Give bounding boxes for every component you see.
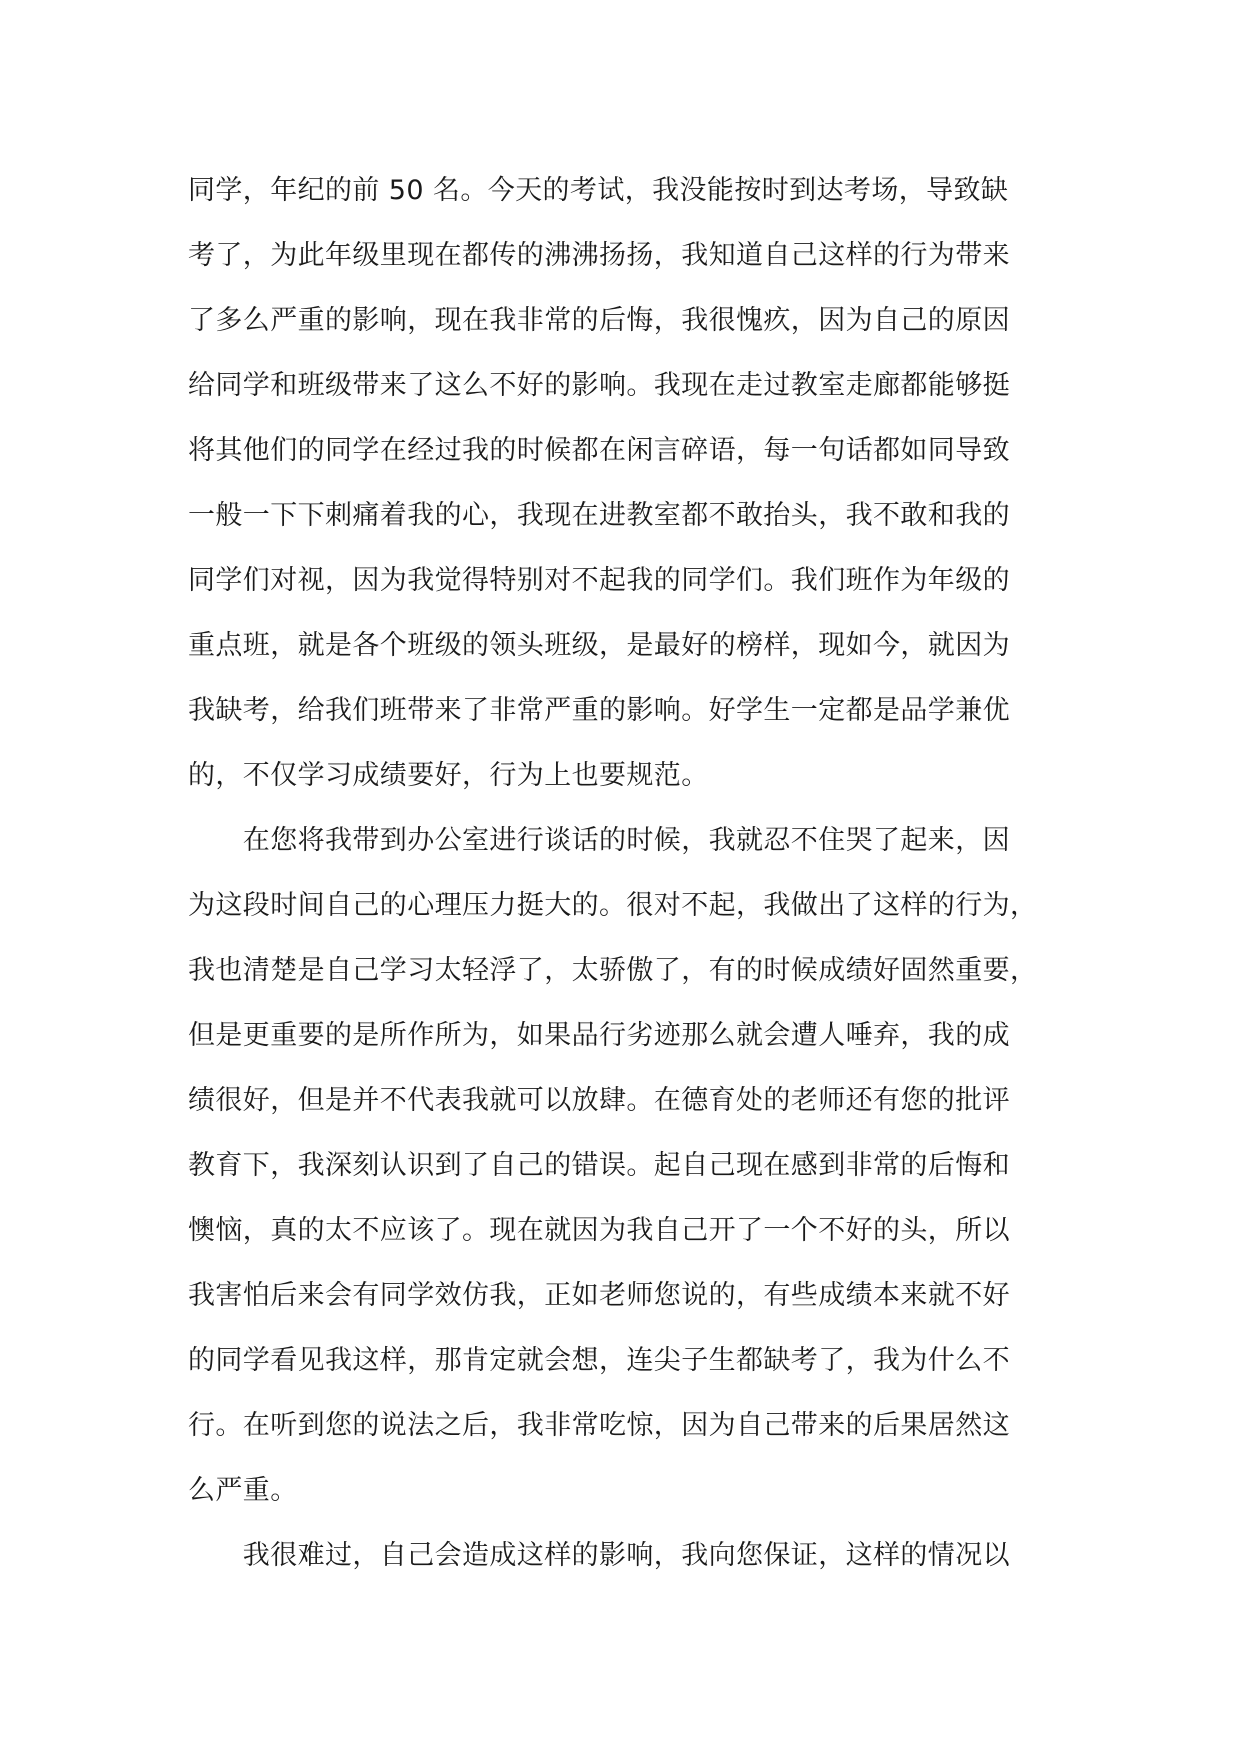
text-line: 我很难过，自己会造成这样的影响，我向您保证，这样的情况以	[188, 1540, 1010, 1571]
text-line: 懊恼，真的太不应该了。现在就因为我自己开了一个不好的头，所以	[188, 1215, 1010, 1246]
text-line: 给同学和班级带来了这么不好的影响。我现在走过教室走廊都能够挺	[188, 370, 1010, 401]
text-line: 将其他们的同学在经过我的时候都在闲言碎语，每一句话都如同导致	[188, 435, 1010, 466]
text-line: 同学，年纪的前 50 名。今天的考试，我没能按时到达考场，导致缺	[188, 175, 1009, 206]
text-line: 了多么严重的影响，现在我非常的后悔，我很愧疚，因为自己的原因	[188, 305, 1010, 336]
text-line: 我也清楚是自己学习太轻浮了，太骄傲了，有的时候成绩好固然重要，	[188, 955, 1038, 986]
text-line: 行。在听到您的说法之后，我非常吃惊，因为自己带来的后果居然这	[188, 1410, 1010, 1441]
text-line: 考了，为此年级里现在都传的沸沸扬扬，我知道自己这样的行为带来	[188, 240, 1010, 271]
text-line: 我缺考，给我们班带来了非常严重的影响。好学生一定都是品学兼优	[188, 695, 1010, 726]
text-line: 教育下，我深刻认识到了自己的错误。起自己现在感到非常的后悔和	[188, 1150, 1010, 1181]
text-line: 的同学看见我这样，那肯定就会想，连尖子生都缺考了，我为什么不	[188, 1345, 1010, 1376]
text-line: 为这段时间自己的心理压力挺大的。很对不起，我做出了这样的行为，	[188, 890, 1038, 921]
text-line: 的，不仅学习成绩要好，行为上也要规范。	[188, 760, 709, 791]
text-line: 一般一下下刺痛着我的心，我现在进教室都不敢抬头，我不敢和我的	[188, 500, 1010, 531]
text-line: 同学们对视，因为我觉得特别对不起我的同学们。我们班作为年级的	[188, 565, 1010, 596]
text-line: 我害怕后来会有同学效仿我，正如老师您说的，有些成绩本来就不好	[188, 1280, 1010, 1311]
text-line: 重点班，就是各个班级的领头班级，是最好的榜样，现如今，就因为	[188, 630, 1010, 661]
text-line: 在您将我带到办公室进行谈话的时候，我就忍不住哭了起来，因	[188, 825, 1010, 856]
body-text	[188, 158, 1058, 1588]
text-line: 绩很好，但是并不代表我就可以放肆。在德育处的老师还有您的批评	[188, 1085, 1010, 1116]
text-line: 么严重。	[188, 1475, 298, 1506]
text-line: 但是更重要的是所作所为，如果品行劣迹那么就会遭人唾弃，我的成	[188, 1020, 1010, 1051]
